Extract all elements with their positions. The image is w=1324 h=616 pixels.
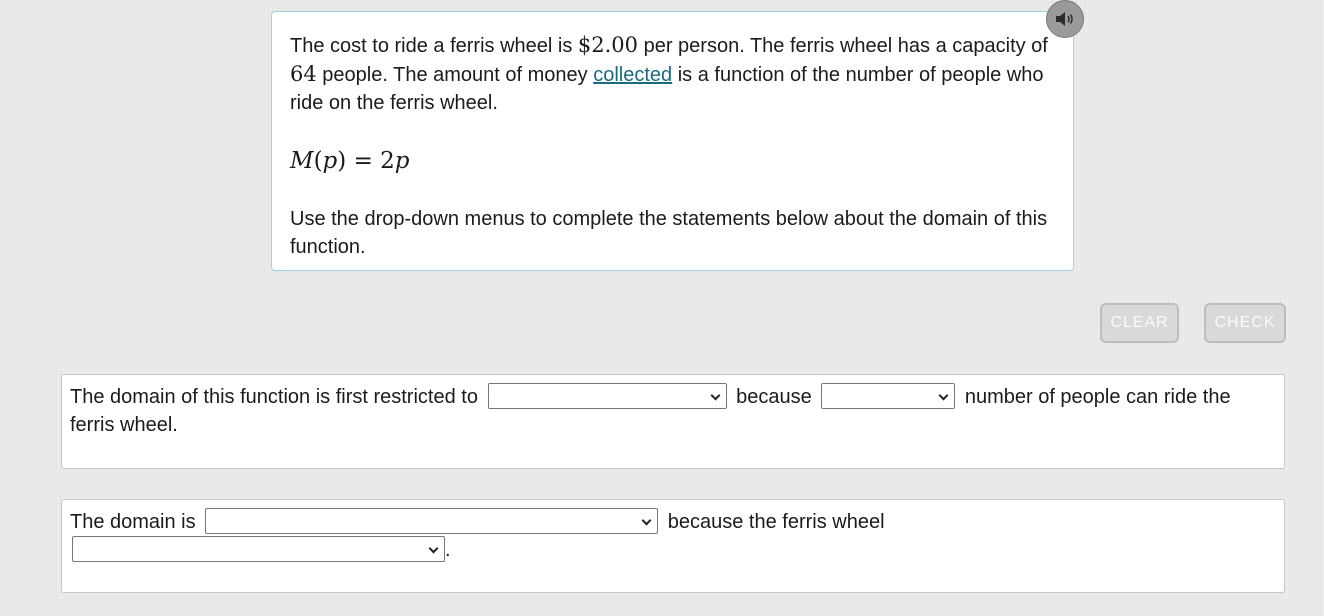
clear-button[interactable]: CLEAR [1100, 303, 1179, 343]
statement-2-box [61, 499, 1285, 593]
formula-rhs-variable: p [394, 148, 410, 174]
ferris-wheel-reason-dropdown[interactable] [72, 536, 445, 562]
domain-dropdown[interactable] [205, 508, 658, 534]
formula-function-name: M [290, 148, 314, 174]
statement-1-text-c: number of people can ride the ferris wheel. [70, 386, 1231, 436]
statement-1-text-a: The domain of this function is first restricted to [70, 386, 478, 408]
statement-2-text-a: The domain is [70, 511, 196, 533]
formula-variable: p [322, 148, 338, 174]
prompt-text-2: per person. The ferris wheel has a capacity of [638, 35, 1048, 57]
prompt-text-4: is a function of the number of people who ride on the ferris wheel. [290, 64, 1044, 114]
audio-button[interactable] [1046, 0, 1084, 38]
statement-2-period: . [445, 539, 451, 561]
collected-link[interactable]: collected [593, 64, 673, 86]
formula-equals: = 2 [346, 148, 395, 174]
statement-1-text-b: because [736, 386, 812, 408]
formula-paren-close: ) [337, 148, 347, 174]
function-formula [290, 145, 1055, 177]
statement-1-box [61, 374, 1285, 469]
check-button[interactable]: CHECK [1204, 303, 1286, 343]
prompt-text-1: The cost to ride a ferris wheel is [290, 35, 578, 57]
reason-quantity-dropdown[interactable] [821, 383, 955, 409]
domain-restriction-dropdown[interactable] [488, 383, 727, 409]
capacity-value: 64 [290, 62, 317, 86]
speaker-icon [1054, 10, 1076, 28]
statement-2-text-b: because the ferris wheel [667, 511, 885, 533]
instruction-text: Use the drop-down menus to complete the statements below about the domain of this function. [290, 208, 1048, 258]
prompt-text-3: people. The amount of money [316, 64, 594, 86]
prompt-paragraph [290, 31, 1055, 117]
cost-value: $2.00 [577, 33, 639, 57]
formula-paren-open: ( [313, 148, 323, 174]
prompt-card [271, 11, 1074, 271]
